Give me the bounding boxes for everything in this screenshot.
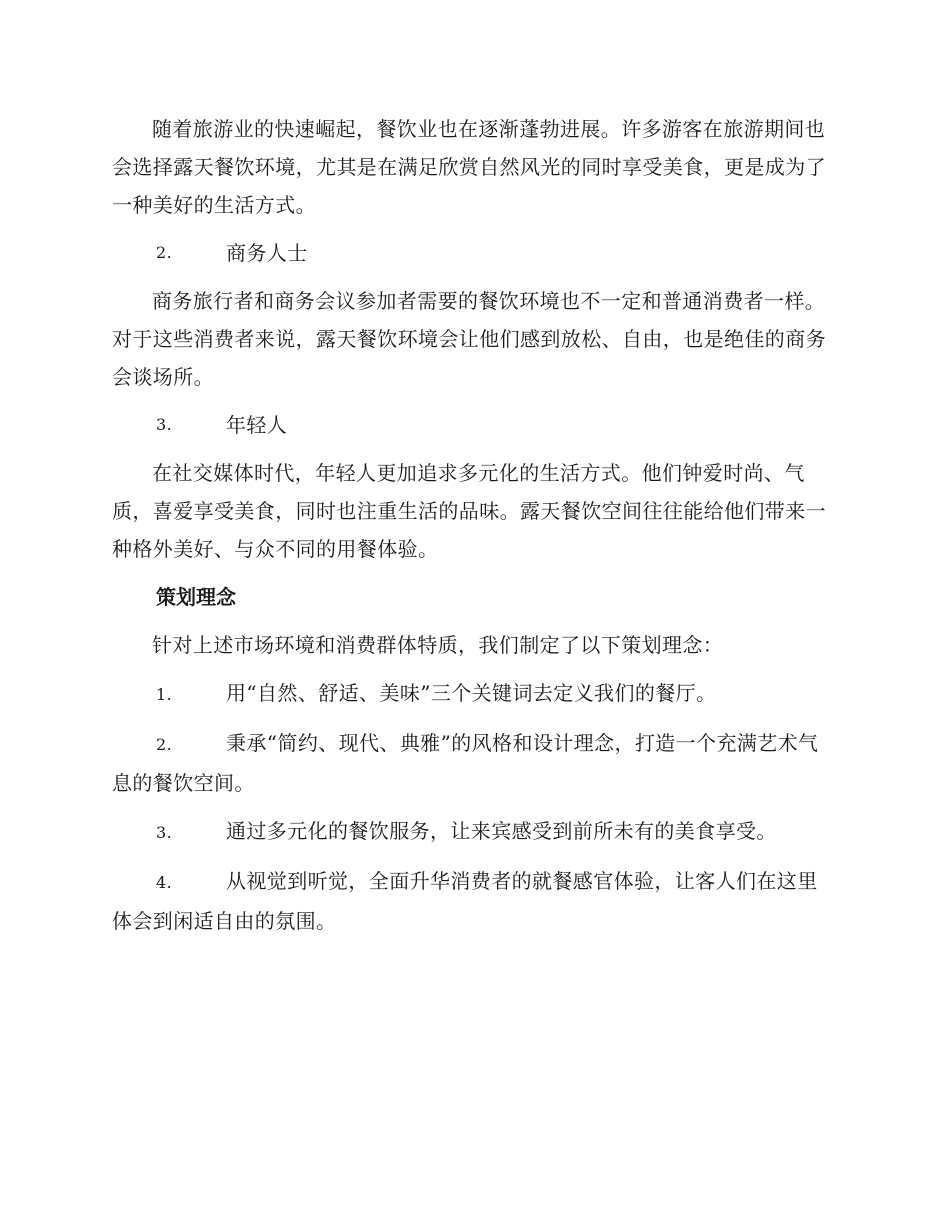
list-item-business [112, 234, 832, 272]
document-page [112, 110, 832, 940]
concept-text: 秉承“简约、现代、典雅”的风格和设计理念，打造一个充满艺术气息的餐饮空间。 [112, 731, 819, 795]
list-number: 1. [156, 685, 173, 704]
paragraph-intro: 针对上述市场环境和消费群体特质，我们制定了以下策划理念： [152, 633, 724, 657]
concept-text: 从视觉到听觉，全面升华消费者的就餐感官体验，让客人们在这里体会到闲适自由的氛围。 [112, 869, 818, 933]
paragraph-youth: 在社交媒体时代，年轻人更加追求多元化的生活方式。他们钟爱时尚、气质，喜爱享受美食，同时也注重生活的品味。露天餐饮空间往往能给他们带来一种格外美好、与众不同的用餐体验。 [112, 461, 826, 561]
concept-item [112, 862, 832, 940]
list-item-youth [112, 406, 832, 444]
paragraph-business: 商务旅行者和商务会议参加者需要的餐饮环境也不一定和普通消费者一样。对于这些消费者来说，露天餐饮环境会让他们感到放松、自由，也是绝佳的商务会谈场所。 [112, 289, 826, 389]
list-number: 3. [156, 415, 173, 434]
list-number: 3. [156, 823, 173, 842]
section-heading: 策划理念 [156, 585, 236, 609]
concept-text: 通过多元化的餐饮服务，让来宾感受到前所未有的美食享受。 [226, 819, 777, 843]
list-number: 4. [156, 873, 173, 892]
concept-text: 用“自然、舒适、美味”三个关键词去定义我们的餐厅。 [226, 681, 717, 705]
paragraph-tourism: 随着旅游业的快速崛起，餐饮业也在逐渐蓬勃进展。许多游客在旅游期间也会选择露天餐饮环境，尤其是在满足欣赏自然风光的同时享受美食，更是成为了一种美好的生活方式。 [112, 117, 826, 217]
list-number: 2. [156, 243, 173, 262]
list-number: 2. [156, 735, 173, 754]
concept-item [112, 812, 832, 852]
list-title: 商务人士 [226, 241, 308, 265]
concept-item [112, 674, 832, 714]
list-title: 年轻人 [226, 413, 288, 437]
concept-item [112, 724, 832, 802]
